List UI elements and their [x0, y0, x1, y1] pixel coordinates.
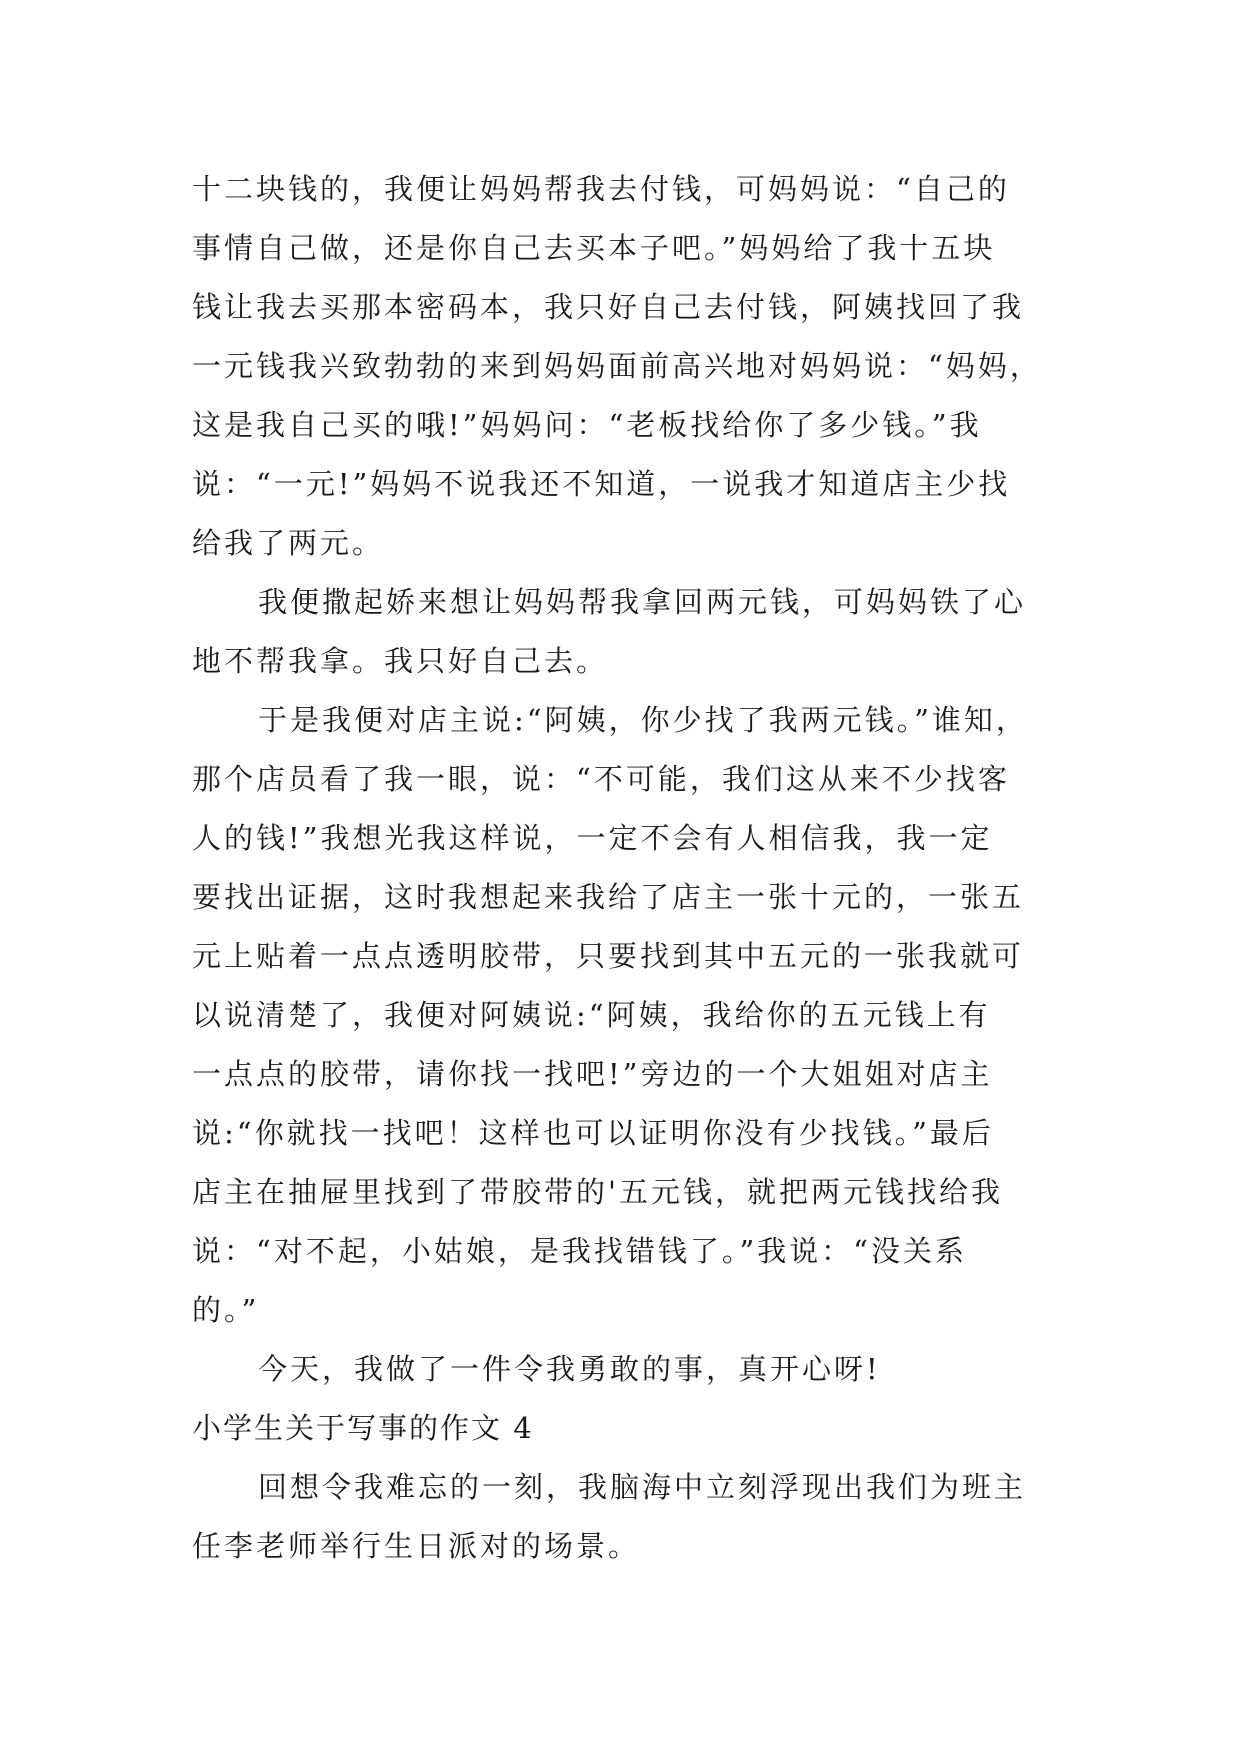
text-line: 给我了两元。	[192, 526, 385, 560]
text-line: 说：“对不起，小姑娘，是我找错钱了。”我说：“没关系	[192, 1234, 967, 1268]
text-line: 事情自己做，还是你自己去买本子吧。”妈妈给了我十五块	[192, 231, 996, 265]
paragraph-start-line: 今天，我做了一件令我勇敢的事，真开心呀!	[258, 1352, 881, 1386]
text-line: 的。”	[192, 1293, 260, 1327]
text-line: 钱让我去买那本密码本，我只好自己去付钱，阿姨找回了我	[192, 290, 1025, 324]
text-line: 要找出证据，这时我想起来我给了店主一张十元的，一张五	[192, 880, 1025, 914]
section-heading: 小学生关于写事的作文 4	[192, 1411, 534, 1445]
text-line: 那个店员看了我一眼，说：“不可能，我们这从来不少找客	[192, 762, 1010, 796]
text-line: 这是我自己买的哦!”妈妈问：“老板找给你了多少钱。”我	[192, 408, 982, 442]
paragraph-start-line: 我便撒起娇来想让妈妈帮我拿回两元钱，可妈妈铁了心	[258, 585, 1027, 619]
text-line: 一元钱我兴致勃勃的来到妈妈面前高兴地对妈妈说：“妈妈，	[192, 349, 1042, 383]
text-line: 地不帮我拿。我只好自己去。	[192, 644, 609, 678]
paragraph-start-line: 回想令我难忘的一刻，我脑海中立刻浮现出我们为班主	[258, 1470, 1027, 1504]
text-line: 店主在抽屉里找到了带胶带的'五元钱，就把两元钱找给我	[192, 1175, 1003, 1209]
text-line: 人的钱!”我想光我这样说，一定不会有人相信我，我一定	[192, 821, 993, 855]
text-line: 说：“一元!”妈妈不说我还不知道，一说我才知道店主少找	[192, 467, 1011, 501]
text-line: 说:“你就找一找吧！这样也可以证明你没有少找钱。”最后	[192, 1116, 994, 1150]
text-line: 一点点的胶带，请你找一找吧!”旁边的一个大姐姐对店主	[192, 1057, 993, 1091]
text-line: 以说清楚了，我便对阿姨说:“阿姨，我给你的五元钱上有	[192, 998, 991, 1032]
text-line: 元上贴着一点点透明胶带，只要找到其中五元的一张我就可	[192, 939, 1025, 973]
document-body	[192, 160, 1052, 1576]
text-line: 任李老师举行生日派对的场景。	[192, 1529, 641, 1563]
text-line: 十二块钱的，我便让妈妈帮我去付钱，可妈妈说：“自己的	[192, 172, 1010, 206]
paragraph-start-line: 于是我便对店主说:“阿姨，你少找了我两元钱。”谁知，	[258, 703, 1028, 737]
